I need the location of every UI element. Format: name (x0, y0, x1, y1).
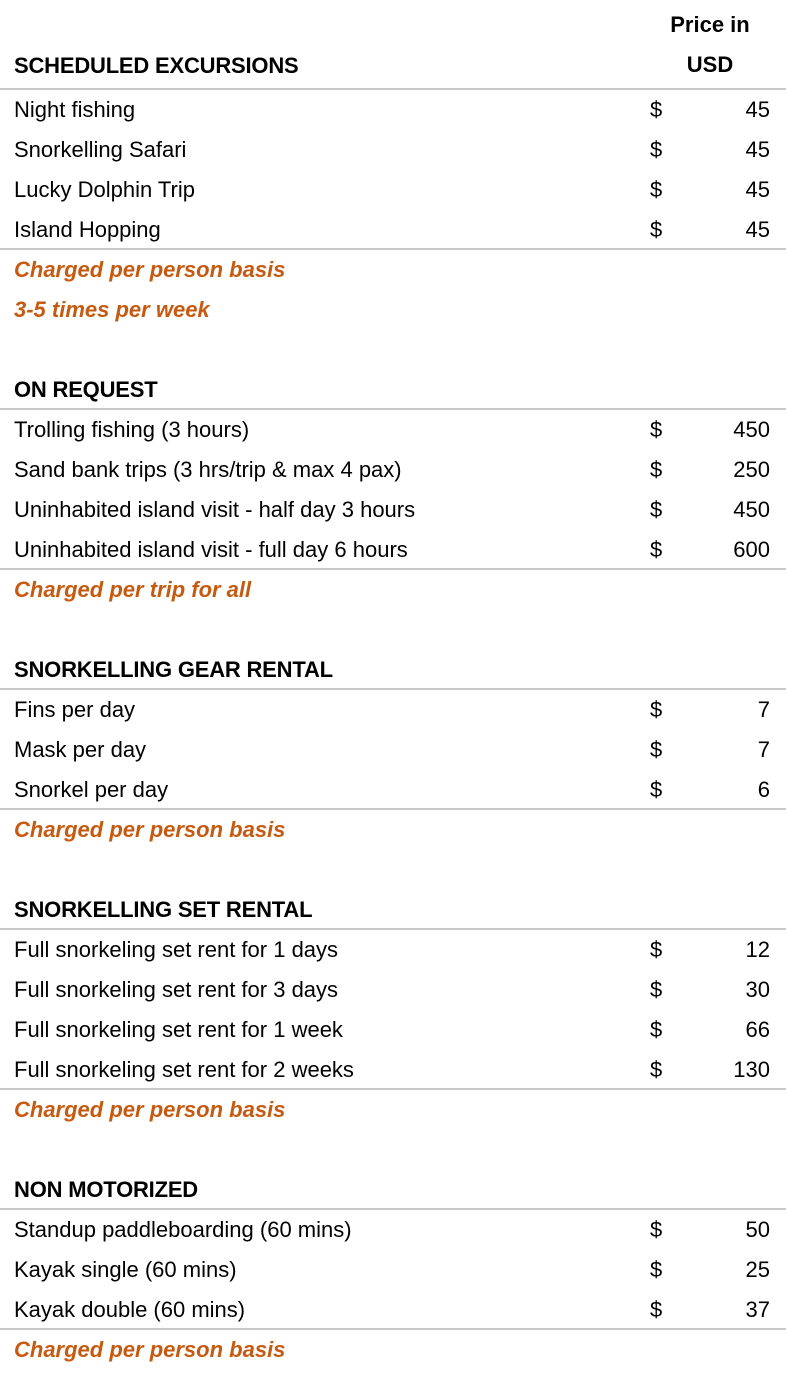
table-row (0, 450, 786, 490)
table-row (0, 130, 786, 170)
item-name: Island Hopping (14, 217, 161, 242)
item-name: Full snorkeling set rent for 2 weeks (14, 1057, 354, 1082)
price-value: 45 (745, 177, 770, 202)
section-title: SCHEDULED EXCURSIONS (14, 53, 299, 78)
item-name: Lucky Dolphin Trip (14, 177, 195, 202)
note-text: Charged per person basis (14, 817, 286, 842)
price-value: 45 (745, 137, 770, 162)
currency-symbol: $ (650, 97, 663, 122)
item-name: Kayak double (60 mins) (14, 1297, 246, 1322)
currency-symbol: $ (650, 537, 663, 562)
note-row (0, 1090, 786, 1130)
note-row (0, 810, 786, 850)
section-spacer (0, 330, 786, 370)
price-value: 600 (733, 537, 770, 562)
section-header-row (0, 890, 786, 930)
section-header-row (0, 370, 786, 410)
currency-symbol: $ (650, 1257, 663, 1282)
note-row (0, 290, 786, 330)
first-section-title-cell (0, 0, 640, 88)
table-row (0, 690, 786, 730)
item-name: Snorkelling Safari (14, 137, 187, 162)
currency-symbol: $ (650, 457, 663, 482)
price-value: 6 (757, 777, 770, 802)
item-price-cell (640, 490, 786, 530)
item-price-cell (640, 1290, 786, 1328)
price-header-line2: USD (686, 52, 734, 77)
currency-symbol: $ (650, 217, 663, 242)
item-name: Sand bank trips (3 hrs/trip & max 4 pax) (14, 457, 402, 482)
price-value: 130 (733, 1057, 770, 1082)
table-row (0, 530, 786, 570)
section-spacer (0, 850, 786, 890)
currency-symbol: $ (650, 1297, 663, 1322)
currency-symbol: $ (650, 497, 663, 522)
item-name: Standup paddleboarding (60 mins) (14, 1217, 352, 1242)
price-value: 450 (733, 497, 770, 522)
item-price-cell (640, 210, 786, 248)
item-price-cell (640, 690, 786, 730)
currency-symbol: $ (650, 737, 663, 762)
currency-symbol: $ (650, 1057, 663, 1082)
price-value: 66 (745, 1017, 770, 1042)
item-name: Full snorkeling set rent for 3 days (14, 977, 339, 1002)
item-price-cell (640, 530, 786, 568)
section-title: NON MOTORIZED (14, 1177, 198, 1202)
item-price-cell (640, 170, 786, 210)
currency-symbol: $ (650, 1217, 663, 1242)
table-row (0, 410, 786, 450)
table-row (0, 1290, 786, 1330)
price-value: 50 (745, 1217, 770, 1242)
item-name: Full snorkeling set rent for 1 days (14, 937, 339, 962)
note-text: Charged per person basis (14, 257, 286, 282)
price-value: 12 (745, 937, 770, 962)
item-name: Uninhabited island visit - half day 3 hours (14, 497, 416, 522)
price-value: 25 (745, 1257, 770, 1282)
note-text: Charged per person basis (14, 1097, 286, 1122)
table-row (0, 930, 786, 970)
price-value: 45 (745, 97, 770, 122)
table-row (0, 1250, 786, 1290)
section-header-row (0, 650, 786, 690)
table-row (0, 970, 786, 1010)
table-row (0, 210, 786, 250)
section-title-price-spacer (640, 1170, 786, 1208)
section-title: SNORKELLING SET RENTAL (14, 897, 313, 922)
table-row (0, 1010, 786, 1050)
price-value: 250 (733, 457, 770, 482)
section-spacer (0, 1130, 786, 1170)
section-title-price-spacer (640, 370, 786, 408)
currency-symbol: $ (650, 137, 663, 162)
item-price-cell (640, 1250, 786, 1290)
item-name: Snorkel per day (14, 777, 169, 802)
section-header-row (0, 1170, 786, 1210)
item-name: Uninhabited island visit - full day 6 hours (14, 537, 408, 562)
section-title-price-spacer (640, 650, 786, 688)
currency-symbol: $ (650, 417, 663, 442)
item-price-cell (640, 1210, 786, 1250)
note-row (0, 250, 786, 290)
price-column-header (640, 0, 786, 88)
item-price-cell (640, 410, 786, 450)
price-value: 450 (733, 417, 770, 442)
note-text: 3-5 times per week (14, 297, 210, 322)
price-value: 7 (757, 697, 770, 722)
item-name: Kayak single (60 mins) (14, 1257, 237, 1282)
table-row (0, 1210, 786, 1250)
table-row (0, 90, 786, 130)
item-name: Mask per day (14, 737, 147, 762)
item-price-cell (640, 450, 786, 490)
table-row (0, 170, 786, 210)
item-name: Fins per day (14, 697, 136, 722)
item-price-cell (640, 730, 786, 770)
item-price-cell (640, 770, 786, 808)
section-title: SNORKELLING GEAR RENTAL (14, 657, 333, 682)
price-value: 37 (745, 1297, 770, 1322)
note-text: Charged per trip for all (14, 577, 252, 602)
price-value: 45 (745, 217, 770, 242)
item-price-cell (640, 130, 786, 170)
item-name: Full snorkeling set rent for 1 week (14, 1017, 343, 1042)
section-title-price-spacer (640, 890, 786, 928)
table-row (0, 490, 786, 530)
price-value: 7 (757, 737, 770, 762)
currency-symbol: $ (650, 177, 663, 202)
note-text: Charged per person basis (14, 1337, 286, 1362)
item-price-cell (640, 1050, 786, 1088)
table-row (0, 770, 786, 810)
table-header-row (0, 0, 786, 90)
currency-symbol: $ (650, 1017, 663, 1042)
item-price-cell (640, 90, 786, 130)
section-spacer (0, 610, 786, 650)
table-row (0, 730, 786, 770)
currency-symbol: $ (650, 697, 663, 722)
currency-symbol: $ (650, 977, 663, 1002)
price-header-line1: Price in (670, 12, 750, 37)
item-price-cell (640, 970, 786, 1010)
note-row (0, 1330, 786, 1370)
item-name: Trolling fishing (3 hours) (14, 417, 250, 442)
item-name: Night fishing (14, 97, 136, 122)
note-row (0, 570, 786, 610)
currency-symbol: $ (650, 937, 663, 962)
currency-symbol: $ (650, 777, 663, 802)
item-price-cell (640, 1010, 786, 1050)
price-value: 30 (745, 977, 770, 1002)
sections-container (0, 90, 786, 1370)
item-price-cell (640, 930, 786, 970)
section-title: ON REQUEST (14, 377, 158, 402)
table-row (0, 1050, 786, 1090)
